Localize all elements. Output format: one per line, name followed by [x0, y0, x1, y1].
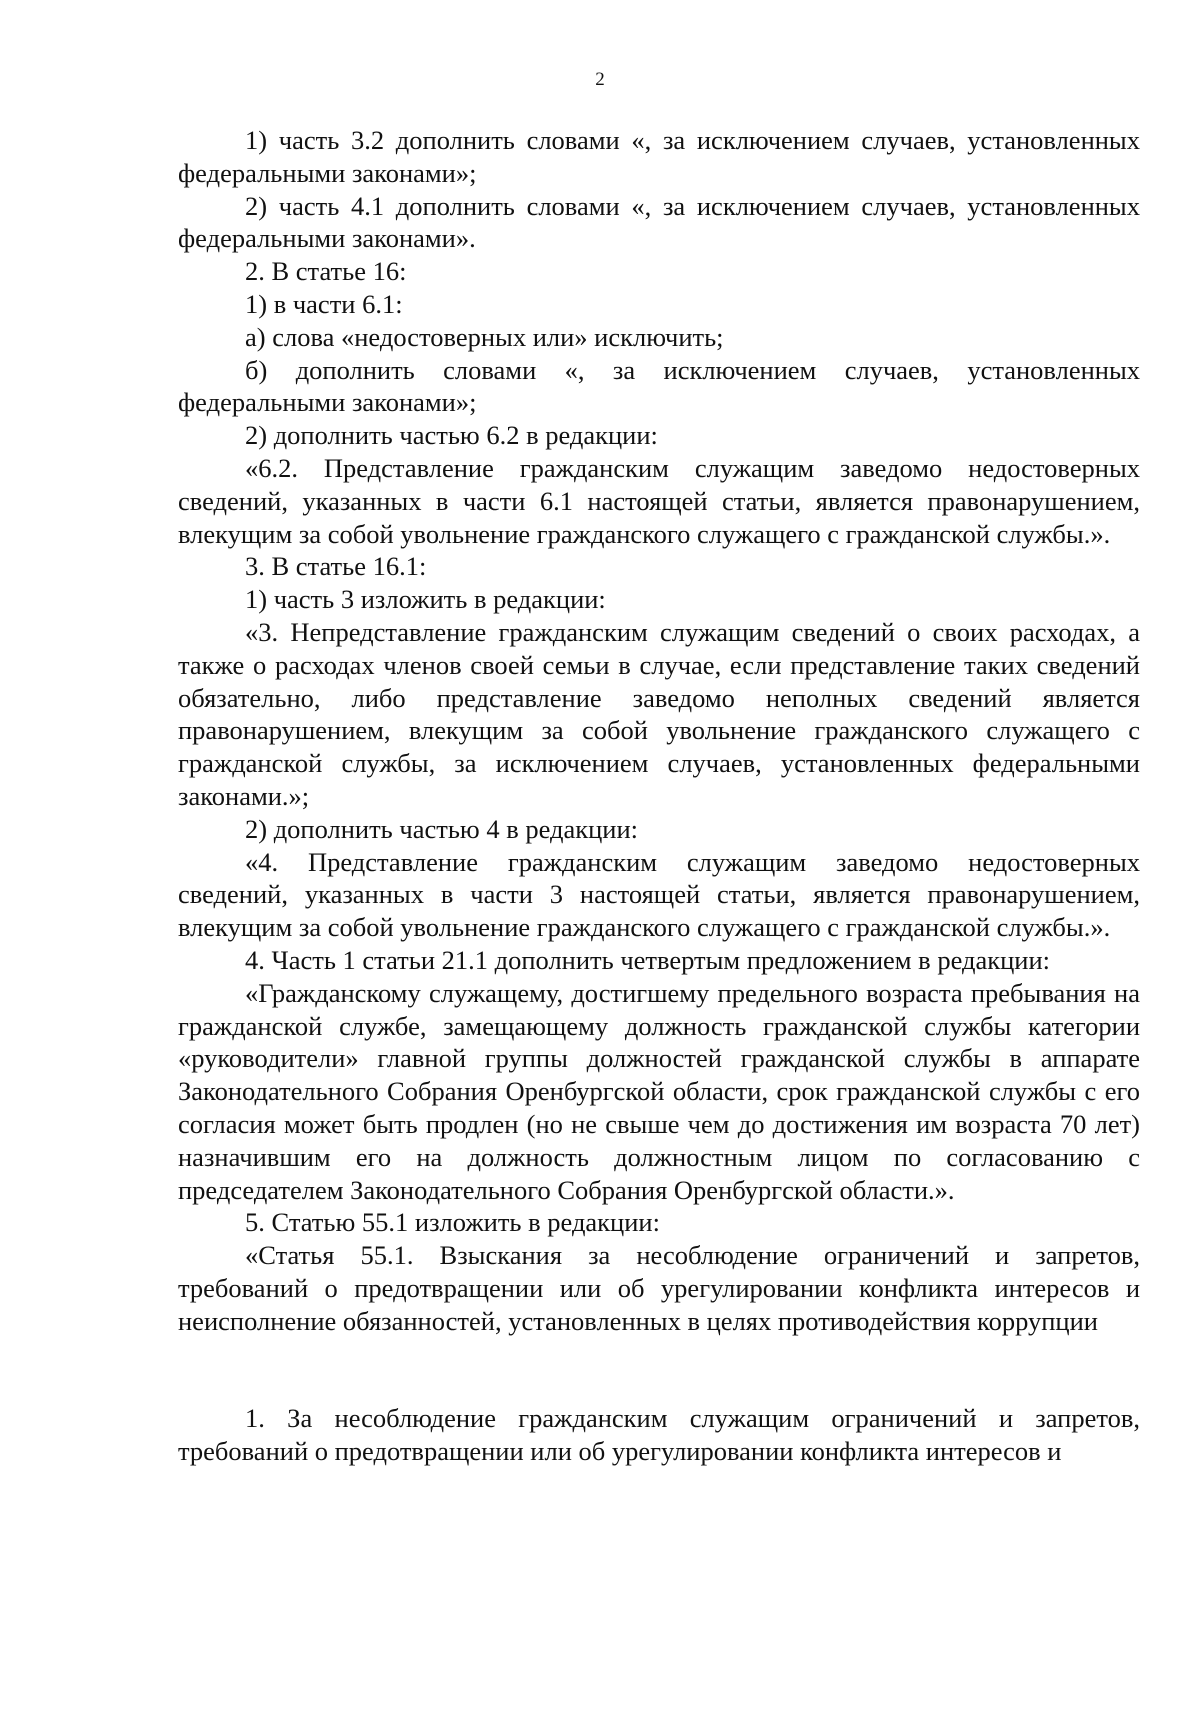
paragraph: «3. Непредставление гражданским служащим сведений о своих расходах, а также о расходах членов своей семьи в случае, если представление таких сведений обязательно, либо представление заведомо неполных сведений является правонарушением, влекущим за собой увольнение гражданского служащего с гражданской службы, за исключением случаев, установленных федеральными законами.»;	[178, 616, 1140, 811]
paragraph: 2) дополнить частью 4 в редакции:	[245, 813, 639, 844]
paragraph: 5. Статью 55.1 изложить в редакции:	[245, 1207, 660, 1238]
paragraph: 2) дополнить частью 6.2 в редакции:	[245, 420, 658, 451]
paragraph: «4. Представление гражданским служащим заведомо недостоверных сведений, указанных в части 3 настоящей статьи, является правонарушением, влекущим за собой увольнение гражданского служащего с гражданской службы.».	[178, 846, 1140, 943]
page-number: 2	[595, 69, 605, 90]
article-heading: «Статья 55.1. Взыскания за несоблюдение ограничений и запретов, требований о предотвращении или об урегулировании конфликта интересов и неисполнение обязанностей, установленных в целях противодействия коррупции	[178, 1240, 1140, 1336]
paragraph: 2) часть 4.1 дополнить словами «, за исключением случаев, установленных федеральными законами».	[178, 190, 1140, 254]
paragraph: 2. В статье 16:	[245, 256, 407, 287]
paragraph: а) слова «недостоверных или» исключить;	[245, 321, 724, 352]
paragraph: 1) в части 6.1:	[245, 288, 403, 319]
paragraph: 1) часть 3.2 дополнить словами «, за исключением случаев, установленных федеральными законами»;	[178, 125, 1140, 188]
paragraph: «6.2. Представление гражданским служащим заведомо недостоверных сведений, указанных в части 6.1 настоящей статьи, является правонарушением, влекущим за собой увольнение гражданского служащего с гражданской службы.».	[178, 452, 1140, 549]
paragraph: б) дополнить словами «, за исключением случаев, установленных федеральными законами»;	[178, 354, 1140, 418]
paragraph: 4. Часть 1 статьи 21.1 дополнить четвертым предложением в редакции:	[245, 944, 1051, 975]
paragraph: 1) часть 3 изложить в редакции:	[245, 584, 606, 615]
paragraph: 1. За несоблюдение гражданским служащим ограничений и запретов, требований о предотвращении или об урегулировании конфликта интересов и	[178, 1403, 1140, 1467]
paragraph: «Гражданскому служащему, достигшему предельного возраста пребывания на гражданской службе, замещающему должность гражданской службы категории «руководители» главной группы должностей гражданской службы в аппарате Законодательного Собрания Оренбургской области, срок гражданской службы с его согласия может быть продлен (но не свыше чем до достижения им возраста 70 лет) назначившим его на должность должностным лицом по согласованию с председателем Законодательного Собрания Оренбургской области.».	[178, 977, 1140, 1205]
paragraph: 3. В статье 16.1:	[245, 551, 427, 582]
document-body	[178, 124, 1140, 1468]
